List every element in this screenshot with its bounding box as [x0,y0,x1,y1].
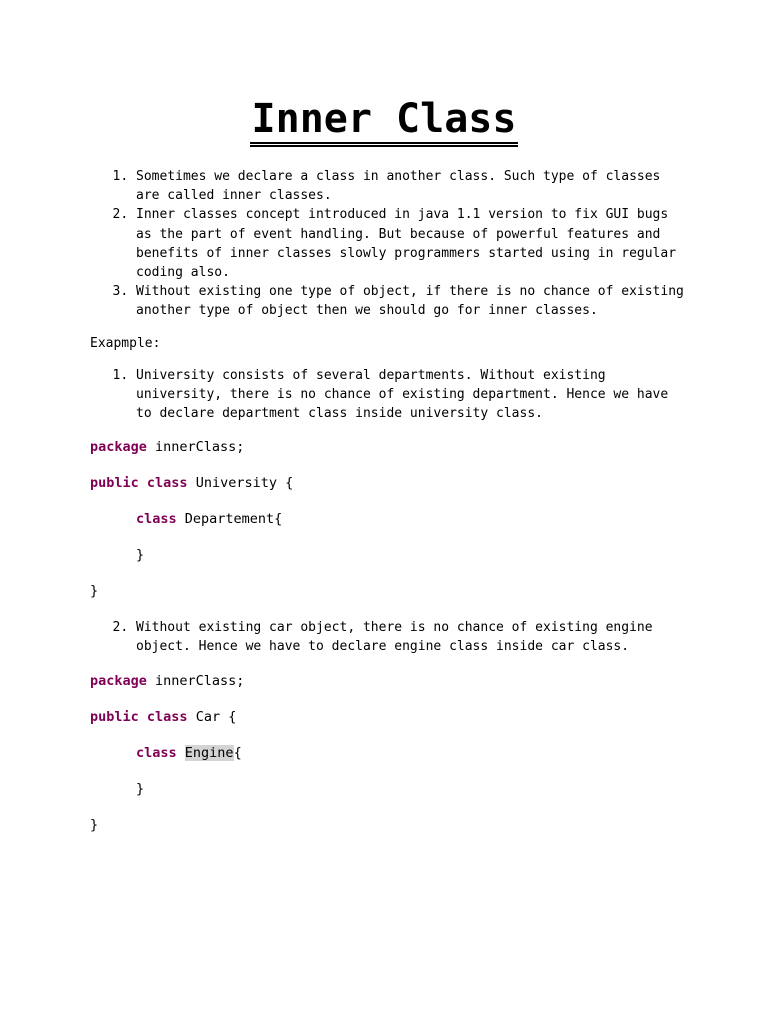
list-item: 3. Without existing one type of object, if there is no chance of existing another type of object then we should go for inner classes. [136,282,690,320]
example-list-2 [90,618,690,656]
keyword: class [146,708,188,725]
code-line [90,438,690,457]
code-text: innerClass; [146,672,245,689]
code-line [90,510,690,529]
list-item: 1. Sometimes we declare a class in another class. Such type of classes are called inner classes. [136,167,690,205]
list-item: 2. Inner classes concept introduced in java 1.1 version to fix GUI bugs as the part of event handling. But because of powerful features and benefits of inner classes slowly programmers started using in regular coding also. [136,205,690,282]
keyword: class [136,744,177,761]
code-line [90,672,690,691]
example-list-1 [90,366,690,424]
code-line [90,474,690,493]
keyword: public [90,708,139,725]
intro-list [90,167,690,321]
list-item: 2. Without existing car object, there is no chance of existing engine object. Hence we have to declare engine class inside car class. [136,618,690,656]
code-line [90,546,690,565]
title-wrap [0,96,768,147]
keyword: public [90,475,139,492]
keyword: package [90,439,147,456]
document-body [90,167,690,835]
code-text: { [233,744,242,761]
code-line [90,582,690,601]
example-label: Exapmple: [90,335,161,351]
code-line [90,816,690,835]
keyword: class [136,511,177,528]
keyword: class [146,475,188,492]
code-line [90,780,690,799]
keyword: package [90,672,147,689]
code-text: } [90,816,99,833]
code-block-university [90,438,690,601]
code-text: Car { [187,708,237,725]
highlighted-text: Engine [184,744,234,761]
code-text: } [90,583,99,600]
page-title: Inner Class [250,96,519,147]
code-text: } [136,547,145,564]
code-text: innerClass; [146,439,245,456]
code-text: } [136,780,145,797]
list-item: 1. University consists of several departments. Without existing university, there is no chance of existing department. Hence we have to declare department class inside university class. [136,366,690,424]
code-text: Departement{ [176,511,283,528]
code-block-car [90,672,690,835]
code-line [90,708,690,727]
code-text: University { [187,475,294,492]
code-line [90,744,690,763]
